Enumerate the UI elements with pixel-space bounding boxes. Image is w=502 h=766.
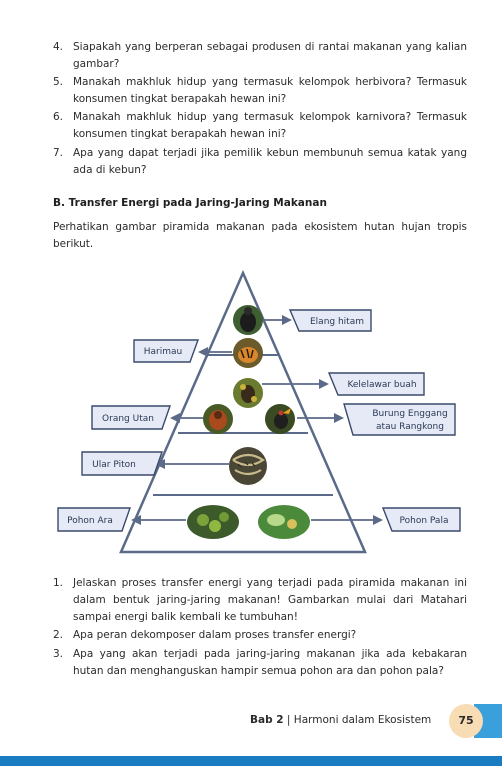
question-number: 2.: [53, 629, 64, 641]
question-2: [53, 627, 467, 644]
label-orang-utan: [92, 406, 170, 429]
question-3: [53, 646, 467, 680]
footer-separator: |: [283, 714, 294, 726]
label-pohon-pala: [383, 508, 460, 531]
question-number: 1.: [53, 577, 64, 589]
label-piton-text: Ular Piton: [92, 460, 136, 470]
orang-utan-photo: [203, 404, 233, 434]
question-text: Jelaskan proses transfer energi yang terjadi pada piramida makanan ini dalam bentuk jaring-jaring makanan! Gambarkan mulai dari Matahari sampai energi balik kembali ke tumbuhan!: [73, 577, 467, 623]
label-ara-text: Pohon Ara: [67, 516, 113, 526]
label-enggang-text-1: Burung Enggang: [372, 409, 448, 419]
question-text: Manakah makhluk hidup yang termasuk kelompok karnivora? Termasuk konsumen tingkat berapakah hewan ini?: [73, 111, 467, 140]
label-enggang-text-2: atau Rangkong: [376, 422, 444, 432]
label-kelelawar-buah: [329, 373, 424, 395]
question-number: 3.: [53, 648, 64, 660]
chapter-title: Harmoni dalam Ekosistem: [293, 714, 432, 726]
harimau-photo: [233, 338, 263, 368]
pohon-ara-photo: [187, 505, 239, 539]
label-harimau: [134, 340, 198, 362]
label-ular-piton: [82, 452, 162, 475]
pohon-pala-photo: [258, 505, 310, 539]
label-burung-enggang: [344, 404, 455, 435]
question-text: Apa yang dapat terjadi jika pemilik kebun membunuh semua katak yang ada di kebun?: [73, 147, 467, 176]
burung-enggang-photo: [265, 404, 295, 434]
question-text: Manakah makhluk hidup yang termasuk kelompok herbivora? Termasuk konsumen tingkat berapakah hewan ini?: [73, 76, 467, 105]
label-elang-hitam: [290, 310, 371, 331]
label-pohon-ara: [58, 508, 130, 531]
question-text: Apa peran dekomposer dalam proses transfer energi?: [73, 629, 357, 641]
label-kelelawar-text: Kelelawar buah: [347, 380, 417, 390]
kelelawar-buah-photo: [233, 378, 263, 408]
ular-piton-photo: [229, 447, 267, 485]
question-number: 4.: [53, 41, 64, 53]
section-intro: Perhatikan gambar piramida makanan pada ekosistem hutan hujan tropis berikut.: [53, 221, 467, 250]
question-text: Siapakah yang berperan sebagai produsen di rantai makanan yang kalian gambar?: [73, 41, 467, 70]
question-text: Apa yang akan terjadi pada jaring-jaring makanan jika ada kebakaran hutan dan menghanguskan hampir semua pohon ara dan pohon pala?: [73, 648, 467, 677]
question-number: 6.: [53, 111, 64, 123]
section-title: B. Transfer Energi pada Jaring-Jaring Makanan: [53, 197, 327, 209]
label-elang-text: Elang hitam: [310, 317, 364, 327]
label-pala-text: Pohon Pala: [399, 516, 449, 526]
bottom-bar: [0, 756, 502, 766]
elang-hitam-photo: [233, 305, 263, 335]
question-number: 7.: [53, 147, 64, 159]
label-orangutan-text: Orang Utan: [102, 414, 154, 424]
chapter-label: Bab 2: [250, 714, 284, 726]
page-number: 75: [449, 704, 483, 738]
question-1: [53, 575, 467, 626]
page-footer: [250, 714, 431, 726]
label-harimau-text: Harimau: [143, 347, 183, 357]
question-number: 5.: [53, 76, 64, 88]
